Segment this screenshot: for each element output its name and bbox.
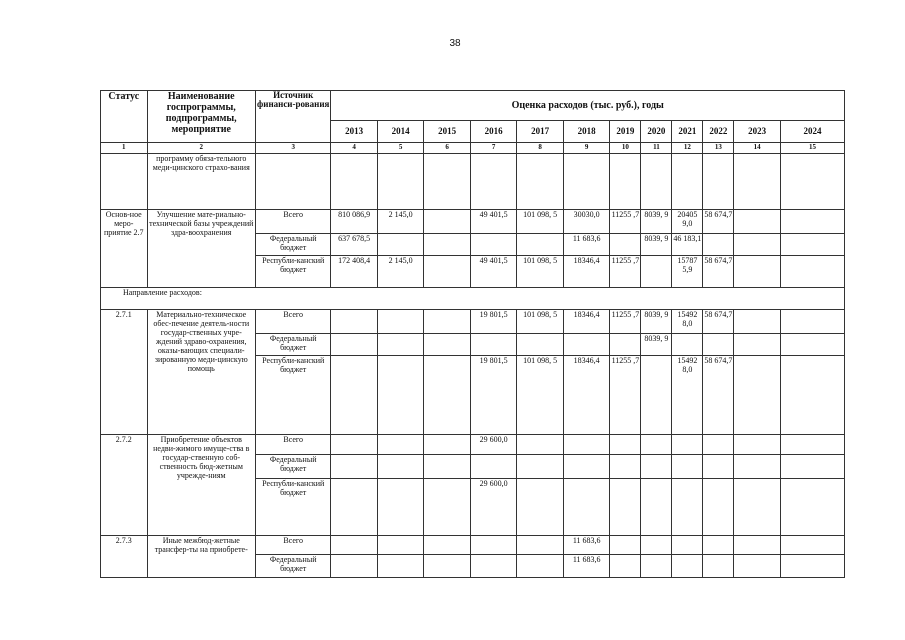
empty-cell: [424, 209, 471, 233]
empty-cell: [610, 333, 641, 355]
empty-cell: [424, 333, 471, 355]
empty-cell: [672, 333, 703, 355]
column-number: 13: [703, 143, 734, 154]
value-cell: 101 098, 5: [517, 355, 564, 434]
empty-cell: [780, 535, 844, 554]
empty-cell: [377, 309, 424, 333]
column-number: 9: [563, 143, 610, 154]
value-cell: 8039, 9: [641, 233, 672, 255]
empty-cell: [563, 333, 610, 355]
empty-cell: [424, 479, 471, 536]
measure-name: Улучшение мате-риально-технической базы учреждений здра-воохранения: [147, 209, 256, 288]
empty-cell: [377, 454, 424, 478]
empty-cell: [734, 309, 781, 333]
value-cell: 101 098, 5: [517, 209, 564, 233]
status-cell: 2.7.1: [101, 309, 148, 434]
column-number: 6: [424, 143, 471, 154]
empty-cell: [610, 233, 641, 255]
value-cell: 11 683,6: [563, 535, 610, 554]
empty-cell: [734, 154, 781, 210]
empty-cell: [470, 454, 517, 478]
empty-cell: [424, 454, 471, 478]
empty-cell: [377, 233, 424, 255]
measure-name: программу обяза-тельного меди-цинского страхо-вания: [147, 154, 256, 210]
source-cell: Всего: [256, 535, 331, 554]
value-cell: 19 801,5: [470, 355, 517, 434]
empty-cell: [424, 355, 471, 434]
empty-cell: [517, 554, 564, 577]
empty-cell: [517, 333, 564, 355]
value-cell: 18346,4: [563, 256, 610, 288]
empty-cell: [470, 333, 517, 355]
expenditure-table: [100, 90, 845, 578]
empty-cell: [780, 233, 844, 255]
empty-cell: [703, 479, 734, 536]
empty-cell: [331, 355, 378, 434]
empty-cell: [331, 309, 378, 333]
value-cell: 46 183,1: [672, 233, 703, 255]
empty-cell: [703, 233, 734, 255]
empty-cell: [610, 554, 641, 577]
year-header: 2021: [672, 121, 703, 143]
value-cell: 18346,4: [563, 309, 610, 333]
empty-cell: [331, 454, 378, 478]
source-cell: Федеральный бюджет: [256, 454, 331, 478]
page-number: 38: [449, 38, 461, 49]
empty-cell: [780, 333, 844, 355]
empty-cell: [563, 454, 610, 478]
empty-cell: [734, 454, 781, 478]
column-number: 4: [331, 143, 378, 154]
empty-cell: [424, 309, 471, 333]
header-name: Наименование госпрограммы, подпрограммы, мероприятие: [147, 91, 256, 143]
value-cell: 11255 ,7: [610, 355, 641, 434]
empty-cell: [641, 434, 672, 454]
empty-cell: [641, 256, 672, 288]
source-cell: Всего: [256, 434, 331, 454]
value-cell: 172 408,4: [331, 256, 378, 288]
value-cell: 637 678,5: [331, 233, 378, 255]
empty-cell: [672, 454, 703, 478]
value-cell: 11255 ,7: [610, 309, 641, 333]
value-cell: 11255 ,7: [610, 209, 641, 233]
empty-cell: [610, 454, 641, 478]
column-number: 3: [256, 143, 331, 154]
empty-cell: [610, 479, 641, 536]
empty-cell: [424, 154, 471, 210]
source-cell: Всего: [256, 309, 331, 333]
column-number: 10: [610, 143, 641, 154]
empty-cell: [703, 454, 734, 478]
empty-cell: [470, 233, 517, 255]
empty-cell: [517, 434, 564, 454]
value-cell: 8039, 9: [641, 333, 672, 355]
empty-cell: [703, 535, 734, 554]
empty-cell: [424, 554, 471, 577]
column-number: 2: [147, 143, 256, 154]
value-cell: 29 600,0: [470, 479, 517, 536]
column-number: 8: [517, 143, 564, 154]
empty-cell: [780, 554, 844, 577]
empty-cell: [377, 333, 424, 355]
value-cell: 810 086,9: [331, 209, 378, 233]
empty-cell: [703, 434, 734, 454]
value-cell: 11 683,6: [563, 554, 610, 577]
empty-cell: [377, 434, 424, 454]
empty-cell: [517, 479, 564, 536]
value-cell: 8039, 9: [641, 309, 672, 333]
empty-cell: [780, 256, 844, 288]
value-cell: 11 683,6: [563, 233, 610, 255]
column-number: 11: [641, 143, 672, 154]
direction-label: Направление расходов:: [101, 288, 845, 309]
empty-cell: [780, 479, 844, 536]
source-cell: Республи-канский бюджет: [256, 355, 331, 434]
value-cell: 58 674,7: [703, 309, 734, 333]
empty-cell: [641, 355, 672, 434]
status-cell: Основ-ное меро-приятие 2.7: [101, 209, 148, 288]
status-cell: [101, 154, 148, 210]
empty-cell: [470, 154, 517, 210]
empty-cell: [672, 535, 703, 554]
value-cell: 58 674,7: [703, 355, 734, 434]
value-cell: 15787 5,9: [672, 256, 703, 288]
year-header: 2020: [641, 121, 672, 143]
empty-cell: [672, 434, 703, 454]
measure-name: Приобретение объектов недви-жимого имуще-ства в государ-ственную соб-ственность бюд-жетным учрежде-ниям: [147, 434, 256, 535]
header-source: Источник финанси-рования: [256, 91, 331, 143]
empty-cell: [734, 434, 781, 454]
value-cell: 30030,0: [563, 209, 610, 233]
value-cell: 20405 9,0: [672, 209, 703, 233]
empty-cell: [517, 454, 564, 478]
empty-cell: [703, 554, 734, 577]
empty-cell: [377, 479, 424, 536]
empty-cell: [377, 355, 424, 434]
year-header: 2013: [331, 121, 378, 143]
year-header: 2019: [610, 121, 641, 143]
empty-cell: [377, 535, 424, 554]
column-number: 5: [377, 143, 424, 154]
empty-cell: [734, 333, 781, 355]
empty-cell: [734, 535, 781, 554]
empty-cell: [470, 535, 517, 554]
year-header: 2014: [377, 121, 424, 143]
empty-cell: [780, 209, 844, 233]
empty-cell: [734, 479, 781, 536]
year-header: 2017: [517, 121, 564, 143]
empty-cell: [610, 535, 641, 554]
year-header: 2023: [734, 121, 781, 143]
empty-cell: [641, 479, 672, 536]
empty-cell: [424, 256, 471, 288]
empty-cell: [331, 333, 378, 355]
measure-name: Материально-техническое обес-печение деятель-ности государ-ственных учре-ждений здраво-охранения, оказы-вающих специали-зированную меди-цинскую помощь: [147, 309, 256, 434]
column-number: 7: [470, 143, 517, 154]
empty-cell: [734, 233, 781, 255]
empty-cell: [563, 434, 610, 454]
value-cell: 11255 ,7: [610, 256, 641, 288]
empty-cell: [610, 154, 641, 210]
column-number: 1: [101, 143, 148, 154]
year-header: 2015: [424, 121, 471, 143]
empty-cell: [734, 554, 781, 577]
source-cell: Республи-канский бюджет: [256, 479, 331, 536]
header-status: Статус: [101, 91, 148, 143]
year-header: 2018: [563, 121, 610, 143]
status-cell: 2.7.2: [101, 434, 148, 535]
empty-cell: [331, 479, 378, 536]
empty-cell: [641, 554, 672, 577]
value-cell: 2 145,0: [377, 209, 424, 233]
empty-cell: [470, 554, 517, 577]
empty-cell: [703, 333, 734, 355]
empty-cell: [610, 434, 641, 454]
empty-cell: [331, 434, 378, 454]
empty-cell: [517, 535, 564, 554]
source-cell: Федеральный бюджет: [256, 333, 331, 355]
value-cell: 2 145,0: [377, 256, 424, 288]
value-cell: 19 801,5: [470, 309, 517, 333]
empty-cell: [641, 535, 672, 554]
value-cell: 58 674,7: [703, 209, 734, 233]
value-cell: 101 098, 5: [517, 309, 564, 333]
empty-cell: [331, 154, 378, 210]
empty-cell: [331, 535, 378, 554]
empty-cell: [780, 434, 844, 454]
value-cell: 49 401,5: [470, 256, 517, 288]
measure-name: Иные межбюд-жетные трансфер-ты на приобрете-: [147, 535, 256, 577]
empty-cell: [780, 355, 844, 434]
source-cell: Федеральный бюджет: [256, 554, 331, 577]
value-cell: 15492 8,0: [672, 355, 703, 434]
source-cell: Республи-канский бюджет: [256, 256, 331, 288]
value-cell: 49 401,5: [470, 209, 517, 233]
column-number: 15: [780, 143, 844, 154]
empty-cell: [377, 554, 424, 577]
empty-cell: [734, 355, 781, 434]
empty-cell: [377, 154, 424, 210]
empty-cell: [780, 309, 844, 333]
source-cell: [256, 154, 331, 210]
empty-cell: [331, 554, 378, 577]
status-cell: 2.7.3: [101, 535, 148, 577]
empty-cell: [424, 233, 471, 255]
empty-cell: [734, 256, 781, 288]
empty-cell: [780, 154, 844, 210]
year-header: 2016: [470, 121, 517, 143]
value-cell: 18346,4: [563, 355, 610, 434]
column-number: 12: [672, 143, 703, 154]
empty-cell: [703, 154, 734, 210]
empty-cell: [780, 454, 844, 478]
empty-cell: [734, 209, 781, 233]
value-cell: 8039, 9: [641, 209, 672, 233]
empty-cell: [641, 154, 672, 210]
column-number: 14: [734, 143, 781, 154]
empty-cell: [517, 154, 564, 210]
empty-cell: [563, 479, 610, 536]
empty-cell: [641, 454, 672, 478]
empty-cell: [672, 154, 703, 210]
value-cell: 101 098, 5: [517, 256, 564, 288]
empty-cell: [672, 479, 703, 536]
source-cell: Федеральный бюджет: [256, 233, 331, 255]
empty-cell: [424, 535, 471, 554]
source-cell: Всего: [256, 209, 331, 233]
value-cell: 58 674,7: [703, 256, 734, 288]
empty-cell: [563, 154, 610, 210]
empty-cell: [517, 233, 564, 255]
empty-cell: [424, 434, 471, 454]
year-header: 2024: [780, 121, 844, 143]
empty-cell: [672, 554, 703, 577]
year-header: 2022: [703, 121, 734, 143]
value-cell: 29 600,0: [470, 434, 517, 454]
header-estimate: Оценка расходов (тыс. руб.), годы: [331, 91, 845, 121]
value-cell: 15492 8,0: [672, 309, 703, 333]
